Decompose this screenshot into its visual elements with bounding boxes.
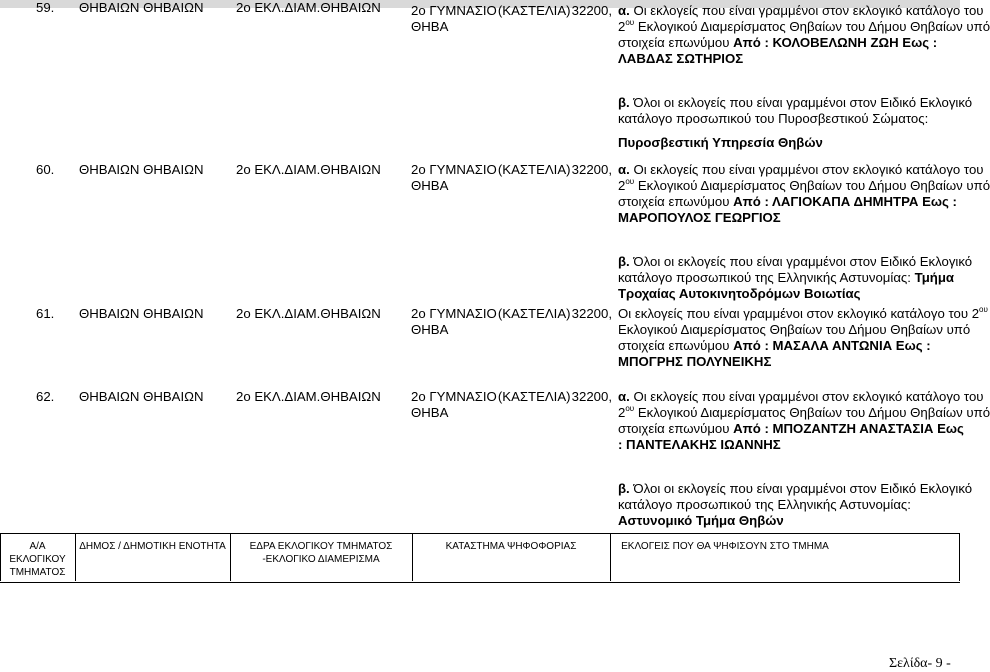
page-number: Σελίδα- 9 - (889, 656, 951, 671)
department-cell: 2ο ΕΚΛ.ΔΙΑΜ.ΘΗΒΑΙΩΝ (236, 389, 381, 404)
department-cell: 2ο ΕΚΛ.ΔΙΑΜ.ΘΗΒΑΙΩΝ (236, 162, 381, 177)
polling-place-cell: 2ο ΓΥΜΝΑΣΙΟ (ΚΑΣΤΕΛΙΑ) 32200, ΘΗΒΑ (411, 389, 612, 420)
row-number: 59. (36, 0, 55, 15)
voters-cell: Οι εκλογείς που είναι γραμμένοι στον εκλογικό κατάλογο του $2^{o\upsilon}$ Εκλογικού Διαμερίσματος Θηβαίων του Δήμου Θηβαίων υπό στοιχεία επωνύμου Από : ΜΑΣΑΛΑ ΑΝΤΩΝΙΑ Εως : ΜΠΟΓΡΗΣ ΠΟΛΥΝΕΙΚΗΣ (618, 305, 988, 369)
footer-col-polling-place: ΚΑΤΑΣΤΗΜΑ ΨΗΦΟΦΟΡΙΑΣ (445, 541, 577, 552)
municipality-cell: ΘΗΒΑΙΩΝ ΘΗΒΑΙΩΝ (79, 162, 204, 177)
column-divider (959, 533, 960, 581)
footer-col-seat: ΕΔΡΑ ΕΚΛΟΓΙΚΟΥ ΤΜΗΜΑΤΟΣ -ΕΚΛΟΓΙΚΟ ΔΙΑΜΕΡΙΣΜΑ (249, 541, 393, 565)
footer-col-number: Α/Α ΕΚΛΟΓΙΚΟΥ ΤΜΗΜΑΤΟΣ (9, 541, 66, 578)
polling-place-cell: 2ο ΓΥΜΝΑΣΙΟ (ΚΑΣΤΕΛΙΑ) 32200, ΘΗΒΑ (411, 306, 612, 337)
voters-cell: α. Οι εκλογείς που είναι γραμμένοι στον εκλογικό κατάλογο του $2^{o\upsilon}$ Εκλογικού Διαμερίσματος Θηβαίων του Δήμου Θηβαίων υπό στοιχεία επωνύμου Από : ΛΑΓΙΟΚΑΠΑ ΔΗΜΗΤΡΑ Εως : ΜΑΡΟΠΟΥΛΟΣ ΓΕΩΡΓΙΟΣ β. Όλοι οι εκλογείς που είναι γραμμένοι στον Ειδικό Εκλογικό κατάλογο προσωπικού της Ελληνικής Αστυνομίας: Τμήμα Τροχαίας Αυτοκινητοδρόμων Βοιωτίας (618, 162, 990, 301)
polling-place-cell: 2ο ΓΥΜΝΑΣΙΟ (ΚΑΣΤΕΛΙΑ) 32200, ΘΗΒΑ (411, 3, 612, 34)
voters-cell: α. Οι εκλογείς που είναι γραμμένοι στον εκλογικό κατάλογο του $2^{o\upsilon}$ Εκλογικού Διαμερίσματος Θηβαίων του Δήμου Θηβαίων υπό στοιχεία επωνύμου Από : ΜΠΟΖΑΝΤΖΗ ΑΝΑΣΤΑΣΙΑ Εως : ΠΑΝΤΕΛΑΚΗΣ ΙΩΑΝΝΗΣ β. Όλοι οι εκλογείς που είναι γραμμένοι στον Ειδικό Εκλογικό κατάλογο προσωπικού της Ελληνικής Αστυνομίας: Αστυνομικό Τμήμα Θηβών (618, 389, 990, 528)
footer-col-municipality: ΔΗΜΟΣ / ΔΗΜΟΤΙΚΗ ΕΝΟΤΗΤΑ (79, 541, 226, 552)
municipality-cell: ΘΗΒΑΙΩΝ ΘΗΒΑΙΩΝ (79, 0, 204, 15)
department-cell: 2ο ΕΚΛ.ΔΙΑΜ.ΘΗΒΑΙΩΝ (236, 0, 381, 15)
polling-place-cell: 2ο ΓΥΜΝΑΣΙΟ (ΚΑΣΤΕΛΙΑ) 32200, ΘΗΒΑ (411, 162, 612, 193)
row-number: 61. (36, 306, 55, 321)
voters-cell: α. Οι εκλογείς που είναι γραμμένοι στον εκλογικό κατάλογο του $2^{o\upsilon}$ Εκλογικού Διαμερίσματος Θηβαίων του Δήμου Θηβαίων υπό στοιχεία επωνύμου Από : ΚΟΛΟΒΕΛΩΝΗ ΖΩΗ Εως : ΛΑΒΔΑΣ ΣΩΤΗΡΙΟΣ β. Όλοι οι εκλογείς που είναι γραμμένοι στον Ειδικό Εκλογικό κατάλογο προσωπικού του Πυροσβεστικού Σώματος: Πυροσβεστική Υπηρεσία Θηβών (618, 3, 990, 150)
row-number: 62. (36, 389, 55, 404)
department-cell: 2ο ΕΚΛ.ΔΙΑΜ.ΘΗΒΑΙΩΝ (236, 306, 381, 321)
row-number: 60. (36, 162, 55, 177)
footer-col-voters: ΕΚΛΟΓΕΙΣ ΠΟΥ ΘΑ ΨΗΦΙΣΟΥΝ ΣΤΟ ΤΜΗΜΑ (621, 541, 829, 552)
municipality-cell: ΘΗΒΑΙΩΝ ΘΗΒΑΙΩΝ (79, 306, 204, 321)
municipality-cell: ΘΗΒΑΙΩΝ ΘΗΒΑΙΩΝ (79, 389, 204, 404)
